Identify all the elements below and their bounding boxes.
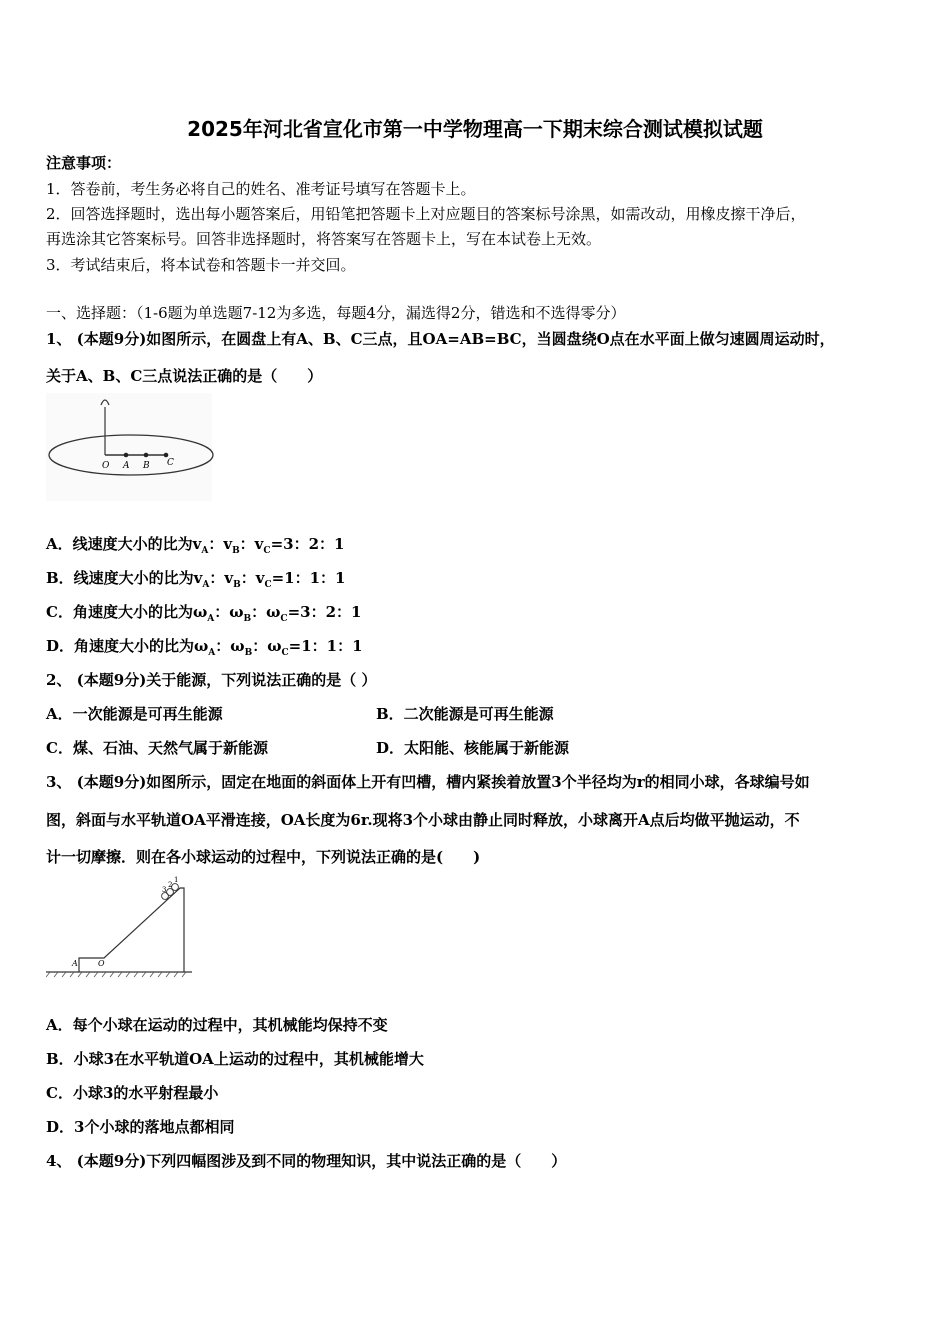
q2-stem: 2、 (本题9分)关于能源，下列说法正确的是（ ） (46, 671, 377, 689)
label-c: C (167, 458, 174, 468)
q3-stem-line3: 计一切摩擦．则在各小球运动的过程中，下列说法正确的是( ) (46, 848, 481, 866)
q3-option-b: B．小球3在水平轨道OA上运动的过程中，其机械能增大 (46, 1050, 424, 1068)
notice-item: 3．考试结束后，将本试卷和答题卡一并交回。 (46, 256, 356, 274)
q1-disk-figure (46, 393, 214, 503)
q1-option-c: C．角速度大小的比为$\omega_A$：$\omega_B$：$\omega_C=3$：2：1 (46, 603, 362, 624)
q2-option-c: C．煤、石油、天然气属于新能源 (46, 739, 268, 757)
q3-option-a: A．每个小球在运动的过程中，其机械能均保持不变 (46, 1016, 388, 1034)
q3-stem-line2: 图，斜面与水平轨道OA平滑连接，OA长度为6r.现将3个小球由静止同时释放，小球离开A点后均做平抛运动，不 (46, 811, 800, 829)
q2-option-b: B．二次能源是可再生能源 (376, 705, 554, 723)
ball-1-label: 1 (174, 876, 179, 884)
notice-heading: 注意事项： (46, 154, 122, 172)
label-b: B (143, 461, 150, 471)
q3-incline-figure (46, 874, 196, 984)
notice-item: 再选涂其它答案标号。回答非选择题时，将答案写在答题卡上，写在本试卷上无效。 (46, 230, 602, 248)
q1-stem-line2: 关于A、B、C三点说法正确的是（ ） (46, 367, 323, 385)
q3-option-c: C．小球3的水平射程最小 (46, 1084, 219, 1102)
q1-option-a: A．线速度大小的比为$v_A$：$v_B$：$v_C=3$：2：1 (46, 535, 345, 556)
label-o: O (102, 461, 110, 471)
notice-item: 2．回答选择题时，选出每小题答案后，用铅笔把答题卡上对应题目的答案标号涂黑，如需改动，用橡皮擦干净后， (46, 205, 806, 223)
label-o: O (98, 959, 105, 968)
q3-stem-line1: 3、 (本题9分)如图所示，固定在地面的斜面体上开有凹槽，槽内紧挨着放置3个半径均为r的相同小球，各球编号如 (46, 773, 810, 791)
notice-item: 1．答卷前，考生务必将自己的姓名、准考证号填写在答题卡上。 (46, 180, 476, 198)
q1-option-d: D．角速度大小的比为$\omega_A$：$\omega_B$：$\omega_C=1$：1：1 (46, 637, 363, 658)
ball-3-label: 3 (162, 886, 167, 894)
section-heading: 一、选择题：（1-6题为单选题7-12为多选，每题4分，漏选得2分，错选和不选得零分） (46, 304, 626, 322)
q2-option-a: A．一次能源是可再生能源 (46, 705, 223, 723)
q3-option-d: D．3个小球的落地点都相同 (46, 1118, 235, 1136)
label-a: A (72, 959, 78, 968)
q1-stem-line1: 1、 (本题9分)如图所示，在圆盘上有A、B、C三点，且OA=AB=BC，当圆盘绕O点在水平面上做匀速圆周运动时， (46, 330, 835, 348)
label-a: A (123, 461, 130, 471)
q2-option-d: D．太阳能、核能属于新能源 (376, 739, 570, 757)
q4-stem: 4、 (本题9分)下列四幅图涉及到不同的物理知识，其中说法正确的是（ ） (46, 1152, 567, 1170)
page-title: 2025年河北省宣化市第一中学物理高一下期末综合测试模拟试题 (187, 117, 763, 141)
ball-2-label: 2 (168, 881, 173, 889)
q1-option-b: B．线速度大小的比为$v_A$：$v_B$：$v_C=1$：1：1 (46, 569, 346, 590)
